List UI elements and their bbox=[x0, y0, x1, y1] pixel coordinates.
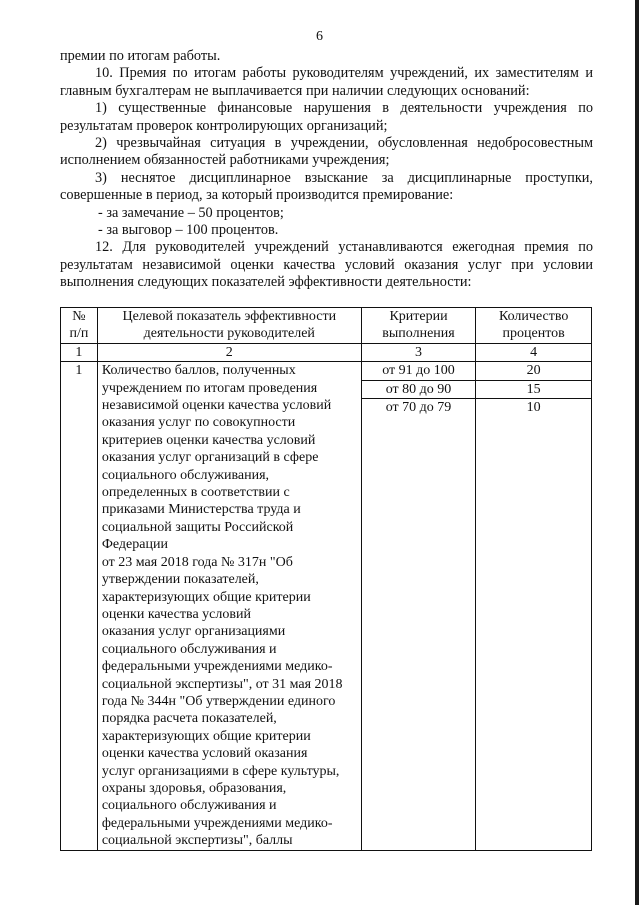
description-line: оказания услуг по совокупности bbox=[101, 415, 296, 431]
description-line: определенных в соответствии с bbox=[101, 485, 290, 501]
paragraph: - за выговор – 100 процентов. bbox=[98, 222, 279, 239]
header-criteria: Критерии выполнения bbox=[361, 308, 476, 344]
percent-value: 10 bbox=[476, 398, 591, 416]
description-line: оценки качества условий оказания bbox=[101, 746, 308, 762]
description-line: охраны здоровья, образования, bbox=[101, 780, 287, 796]
criteria-range: от 80 до 90 bbox=[362, 380, 476, 398]
col-number-3: 3 bbox=[361, 343, 476, 361]
percent-value: 15 bbox=[476, 380, 591, 398]
paragraph: 3) неснятое дисциплинарное взыскание за дисциплинарные проступки, совершенные в период, за который производится премирование: bbox=[60, 169, 593, 204]
description-line: характеризующих общие критерии bbox=[101, 728, 311, 744]
paragraph: 1) существенные финансовые нарушения в деятельности учреждения по результатам проверок контролирующих организаций; bbox=[60, 100, 593, 134]
row-percents bbox=[476, 362, 592, 850]
description-line: учреждением по итогам проведения bbox=[101, 380, 318, 396]
row-num: 1 bbox=[61, 362, 98, 850]
paragraph: премии по итогам работы. bbox=[60, 48, 221, 64]
description-line: социального обслуживания и bbox=[101, 798, 277, 814]
description-line: социального обслуживания, bbox=[101, 467, 270, 483]
description-line: услуг организациями в сфере культуры, bbox=[101, 763, 340, 779]
page-number: 6 bbox=[316, 29, 323, 44]
paragraph: 10. Премия по итогам работы руководителям учреждений, их заместителям и главным бухгалтерам не выплачивается при наличии следующих оснований: bbox=[60, 65, 593, 99]
page-edge bbox=[635, 0, 639, 905]
description-line: оказания услуг организаций в сфере bbox=[101, 450, 319, 466]
description-line: федеральными учреждениями медико- bbox=[101, 659, 333, 675]
paragraph: 2) чрезвычайная ситуация в учреждении, обусловленная недобросовестным исполнением обязанностей работниками учреждения; bbox=[60, 135, 593, 169]
criteria-range: от 70 до 79 bbox=[362, 398, 476, 416]
description-line: оценки качества условий bbox=[101, 606, 251, 622]
header-percent: Количество процентов bbox=[476, 308, 592, 344]
kpi-table bbox=[60, 307, 592, 851]
percent-value: 20 bbox=[526, 363, 541, 379]
row-description bbox=[97, 362, 361, 850]
description-line: социальной экспертизы", от 31 мая 2018 bbox=[101, 676, 343, 692]
table-header-row bbox=[61, 308, 592, 344]
description-line: года № 344н "Об утверждении единого bbox=[101, 693, 336, 709]
description-line: приказами Министерства труда и bbox=[101, 502, 301, 518]
row-criteria bbox=[361, 362, 476, 850]
description-line: федеральными учреждениями медико- bbox=[101, 815, 333, 831]
table-column-number-row bbox=[61, 343, 592, 361]
header-num: № п/п bbox=[61, 308, 98, 344]
description-line: оказания услуг организациями bbox=[101, 624, 286, 640]
col-number-2: 2 bbox=[97, 343, 361, 361]
description-line: от 23 мая 2018 года № 317н "Об bbox=[101, 554, 293, 570]
paragraph: 12. Для руководителей учреждений устанавливаются ежегодная премия по результатам независимой оценки качества условий оказания услуг при условии выполнения следующих показателей эффективности деятельности: bbox=[60, 239, 593, 291]
description-line: независимой оценки качества условий bbox=[101, 398, 332, 414]
description-line: утверждении показателей, bbox=[101, 572, 259, 588]
description-line: социальной экспертизы", баллы bbox=[101, 833, 293, 849]
description-line: порядка расчета показателей, bbox=[101, 711, 277, 727]
header-indicator: Целевой показатель эффективности деятельности руководителей bbox=[97, 308, 361, 344]
description-line: Количество баллов, полученных bbox=[101, 363, 296, 379]
criteria-range: от 91 до 100 bbox=[382, 363, 455, 379]
description-line: социальной защиты Российской bbox=[101, 519, 294, 535]
description-line: характеризующих общие критерии bbox=[101, 589, 311, 605]
col-number-4: 4 bbox=[476, 343, 592, 361]
description-line: социального обслуживания и bbox=[101, 641, 277, 657]
body-text bbox=[60, 48, 593, 292]
table-row bbox=[61, 362, 592, 850]
description-line: критериев оценки качества условий bbox=[101, 432, 316, 448]
paragraph: - за замечание – 50 процентов; bbox=[98, 204, 284, 221]
description-line: Федерации bbox=[101, 537, 168, 553]
col-number-1: 1 bbox=[61, 343, 98, 361]
